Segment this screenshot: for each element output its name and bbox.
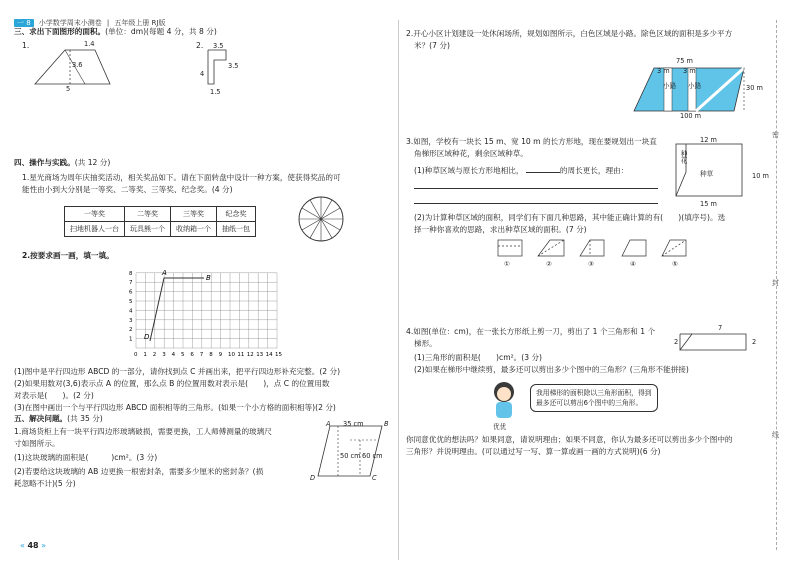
- x-tick-label: 13: [256, 352, 264, 358]
- header-title: 小学数学周末小测卷: [38, 19, 102, 27]
- figure-2-shape: [200, 44, 250, 88]
- answer-blank-region[interactable]: [526, 164, 560, 173]
- r-q4-line-3: (1)三角形的面积是( )cm²。(3 分): [414, 353, 542, 362]
- x-tick-label: 4: [171, 352, 176, 358]
- prize-header-3: 三等奖: [171, 207, 217, 222]
- section-5-title: 五、解决问题。: [14, 414, 68, 423]
- glass-left-label: 50 cm: [340, 452, 361, 460]
- page-number: 48: [27, 541, 39, 550]
- bubble-line-1: 我用梯形的面积除以三角形面积，得到: [536, 389, 652, 397]
- q2-number: 2.: [196, 41, 204, 50]
- fig2-top-label: 3.5: [213, 42, 224, 50]
- section-5-note: (共 35 分): [67, 414, 103, 423]
- page-number-area: [20, 541, 46, 550]
- park-bottom-label: 100 m: [680, 112, 702, 120]
- section-4-note: (共 12 分): [74, 158, 111, 167]
- page-prev-arrow[interactable]: «: [20, 541, 25, 550]
- r-q3-line-2: 角梯形区域种花，剩余区域种草。: [414, 149, 528, 158]
- glass-point-c: C: [372, 474, 377, 482]
- point-b-label: B: [206, 274, 211, 282]
- fig2-side-label: 4: [200, 70, 205, 78]
- point-d-label: D: [144, 333, 150, 341]
- glass-point-a: A: [326, 420, 331, 428]
- paper-left-label: 2: [674, 338, 679, 346]
- prize-table: [64, 206, 256, 237]
- field-grass-label: 种草: [700, 170, 714, 178]
- prize-cell-1: 扫地机器人一台: [65, 222, 125, 237]
- q4-1-line-1: 1.星光商场为周年庆抽奖活动，相关奖品如下。请在下面转盘中设计一种方案，使获得奖品的可: [22, 173, 341, 182]
- x-tick-label: 8: [209, 352, 213, 358]
- park-width-2: 3 m: [683, 67, 696, 75]
- y-tick-label: 4: [129, 308, 133, 315]
- r-q3-line-3: [414, 164, 628, 176]
- x-tick-label: 5: [181, 352, 185, 358]
- r-q2-line-1: 2.开心小区计划建设一处休闲场所，规划如图所示，白色区域是小路。除色区域的面积是多少平方: [406, 29, 733, 38]
- speech-bubble: [530, 384, 658, 412]
- q4-1-line-2: 能性由小到大分别是一等奖、二等奖、三等奖、纪念奖。(4 分): [22, 185, 233, 194]
- y-tick-label: 6: [129, 289, 133, 296]
- q5-1-line-1: 1.商场货柜上有一块平行四边形玻璃破损，需要更换，工人师傅测量的玻璃尺: [14, 427, 272, 436]
- r-q3-line-1: 3.如图，学校有一块长 15 m、宽 10 m 的长方形地，现在要规划出一块直: [406, 137, 657, 146]
- glass-right-label: 60 cm: [362, 452, 383, 460]
- r-q4-line-2: 梯形。: [414, 339, 437, 348]
- answer-line-1[interactable]: [414, 188, 658, 189]
- x-tick-label: 6: [190, 352, 194, 358]
- answer-line-2[interactable]: [414, 203, 658, 204]
- option-5-label[interactable]: ⑤: [672, 260, 678, 268]
- header-tag: 一 8: [14, 19, 34, 27]
- x-tick-label: 2: [152, 352, 157, 358]
- binding-line: [776, 20, 777, 550]
- field-top-label: 12 m: [700, 136, 717, 144]
- prize-header-1: 一等奖: [65, 207, 125, 222]
- glass-point-d: D: [310, 474, 316, 482]
- binding-mark-1: 密: [772, 131, 779, 139]
- r-q4-line-1: 4.如图(单位：cm)，在一张长方形纸上剪一刀，剪出了 1 个三角形和 1 个: [406, 327, 656, 336]
- x-tick-label: 12: [246, 352, 254, 358]
- r-q2-line-2: 米？(7 分): [414, 41, 450, 50]
- option-shapes: [494, 236, 694, 260]
- binding-mark-3: 线: [772, 431, 779, 439]
- option-3-label[interactable]: ③: [588, 260, 594, 268]
- park-road-2: 小路: [688, 82, 702, 90]
- section-3-heading: [14, 26, 217, 37]
- glass-point-b: B: [384, 420, 389, 428]
- x-tick-label: 9: [218, 352, 223, 358]
- paper-right-label: 2: [752, 338, 757, 346]
- prize-header-2: 二等奖: [125, 207, 171, 222]
- page-divider: [398, 20, 399, 560]
- glass-top-label: 35 cm: [343, 420, 364, 428]
- x-tick-label: 10: [228, 352, 235, 358]
- q4-2-line-2: (2)如果用数对(3,6)表示点 A 的位置，那么点 B 的位置用数对表示是( )，点 C 的位置用数: [14, 379, 330, 388]
- fig1-top-label: 1.4: [84, 40, 95, 48]
- r-q4-line-4: (2)如果在梯形中继续剪，最多还可以剪出多少个图中的三角形？(三角形不能拼接): [414, 365, 689, 374]
- park-top-label: 75 m: [676, 57, 693, 65]
- x-tick-label: 11: [237, 352, 245, 358]
- x-tick-label: 1: [143, 352, 147, 358]
- prize-cell-3: 收纳箱一个: [171, 222, 217, 237]
- q4-2-line-3: 对表示是( )。(2 分): [14, 391, 94, 400]
- fig1-height-label: 3.6: [72, 61, 83, 69]
- y-tick-label: 8: [129, 270, 133, 277]
- option-2-label[interactable]: ②: [546, 260, 552, 268]
- kid-name: 优优: [493, 423, 507, 431]
- prize-table-row: [65, 222, 256, 237]
- paper-figure: [672, 326, 756, 356]
- section-4-title: 四、操作与实践。: [14, 158, 75, 167]
- bubble-line-2: 最多还可以剪出6个图中的三角形。: [536, 399, 643, 407]
- field-bottom-label: 15 m: [700, 200, 717, 208]
- prize-header-4: 纪念奖: [217, 207, 256, 222]
- x-tick-label: 15: [275, 352, 282, 358]
- section-4-heading: [14, 157, 110, 168]
- y-tick-label: 5: [129, 299, 133, 305]
- park-side-label: 30 m: [746, 84, 763, 92]
- y-tick-label: 1: [129, 336, 133, 343]
- coordinate-grid[interactable]: [122, 258, 292, 364]
- x-tick-label: 7: [199, 352, 204, 358]
- q5-1-line-2: 寸如图所示。: [14, 439, 60, 448]
- x-tick-label: 3: [162, 352, 166, 358]
- fig2-mid-label: 3.5: [228, 62, 239, 70]
- option-4-label[interactable]: ④: [630, 260, 636, 268]
- prize-spinner[interactable]: [296, 194, 346, 244]
- park-width-1: 3 m: [657, 67, 670, 75]
- prize-cell-4: 抽纸一包: [217, 222, 256, 237]
- section-5-heading: [14, 413, 103, 424]
- prize-cell-2: 玩具熊一个: [125, 222, 171, 237]
- q1-number: 1.: [22, 41, 30, 50]
- header-sep: |: [106, 19, 110, 27]
- q5-1-line-3: (1)这块玻璃的面积是( )cm²。(3 分): [14, 453, 158, 462]
- r-q3-line-5: 择一种你喜欢的思路，求出种草区域的面积。(7 分): [414, 225, 587, 234]
- header-grade: 五年级上册 RJ版: [114, 19, 166, 27]
- section-3-note: (单位：dm)(每题 4 分，共 8 分): [105, 27, 217, 36]
- q5-1-line-4: (2)若要给这块玻璃的 AB 边更换一根密封条，需要多少厘米的密封条？(损: [14, 467, 264, 476]
- section-3-title: 三、求出下面图形的面积。: [14, 27, 106, 36]
- r-q3-suffix: 的周长更长，理由：: [559, 166, 629, 175]
- r-q3-line-4: (2)为计算种草区域的面积，同学们有下面几种思路，其中能正确计算的有( )(填序号)。选: [414, 213, 726, 222]
- paper-top-label: 7: [718, 324, 723, 332]
- binding-mark-2: 封: [772, 279, 779, 287]
- x-tick-label: 14: [265, 352, 273, 358]
- q4-2-title: 2.按要求画一画，填一填。: [22, 251, 114, 260]
- fig2-bottom-label: 1.5: [210, 88, 221, 96]
- x-tick-label: 0: [134, 352, 138, 358]
- y-tick-label: 3: [129, 317, 133, 324]
- field-side-label: 10 m: [752, 172, 769, 180]
- fig1-base-label: 5: [66, 85, 71, 93]
- y-tick-label: 2: [129, 327, 133, 334]
- r-q3-prompt: (1)种草区域与原长方形地相比，: [414, 166, 524, 175]
- q5-1-line-5: 耗忽略不计)(5 分): [14, 479, 76, 488]
- kid-illustration: [484, 378, 524, 422]
- y-tick-label: 7: [129, 280, 133, 287]
- r-q4-end-line-2: 三角形？并说明理由。(可以通过写一写、算一算或画一画的方式说明)(6 分): [406, 447, 661, 456]
- r-q4-end-line-1: 你同意优优的想法吗？如果同意，请说明理由；如果不同意，你认为最多还可以剪出多少个图中的: [406, 435, 733, 444]
- option-1-label[interactable]: ①: [504, 260, 510, 268]
- point-a-label: A: [162, 269, 167, 277]
- q4-2-line-1: (1)图中是平行四边形 ABCD 的一部分，请你找到点 C 并画出来，把平行四边形补充完整。(2 分): [14, 367, 341, 376]
- page-next-arrow[interactable]: »: [41, 541, 47, 550]
- field-flower-label: 种花: [679, 150, 687, 164]
- park-road-1: 小路: [663, 82, 677, 90]
- q4-2-line-4: (3)在图中画出一个与平行四边形 ABCD 面积相等的三角形。(如果一个小方格的面积相等)(2 分): [14, 403, 336, 412]
- prize-table-header-row: [65, 207, 256, 222]
